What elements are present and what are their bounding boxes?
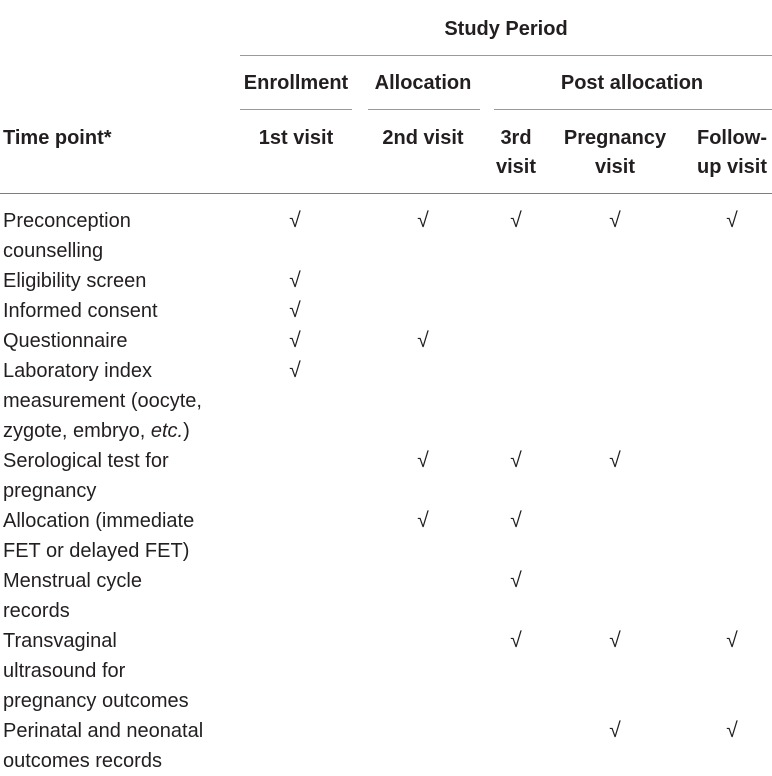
check-mark-visit-3: √ <box>510 209 522 232</box>
time-point-header: Time point* <box>3 127 112 149</box>
post-allocation-rule <box>494 109 772 110</box>
study-period-rule <box>240 55 772 56</box>
check-mark-visit-2: √ <box>417 509 429 532</box>
row-label <box>3 206 233 266</box>
enrollment-header: Enrollment <box>243 72 349 94</box>
row-label-text: Allocation (immediate FET or delayed FET) <box>3 510 195 562</box>
row-label <box>3 716 233 776</box>
check-mark-visit-2: √ <box>417 209 429 232</box>
check-mark-visit-2: √ <box>417 449 429 472</box>
check-mark-visit-2: √ <box>417 329 429 352</box>
row-label-italic: etc. <box>150 420 184 442</box>
row-label-text: Questionnaire <box>3 330 128 352</box>
header-bottom-rule <box>0 193 772 194</box>
check-mark-visit-1: √ <box>289 359 301 382</box>
check-mark-visit-1: √ <box>289 209 301 232</box>
allocation-rule <box>368 109 480 110</box>
pregnancy-visit-header: Pregnancy visit <box>563 127 667 178</box>
check-mark-visit-3: √ <box>510 629 522 652</box>
study-period-header: Study Period <box>444 18 568 40</box>
row-label-text: Eligibility screen <box>3 270 147 292</box>
check-mark-pregnancy-visit: √ <box>609 449 621 472</box>
check-mark-visit-3: √ <box>510 449 522 472</box>
visit-3-header: 3rd visit <box>495 127 537 178</box>
row-label <box>3 446 233 506</box>
check-mark-pregnancy-visit: √ <box>609 629 621 652</box>
row-label-text: Transvaginal ultrasound for pregnancy outcomes <box>3 630 189 712</box>
check-mark-pregnancy-visit: √ <box>609 209 621 232</box>
row-label <box>3 626 233 716</box>
visit-2-header: 2nd visit <box>382 127 464 149</box>
check-mark-visit-3: √ <box>510 509 522 532</box>
row-label <box>3 566 233 626</box>
row-label <box>3 266 233 296</box>
row-label <box>3 296 233 326</box>
check-mark-pregnancy-visit: √ <box>609 719 621 742</box>
allocation-header: Allocation <box>374 72 472 94</box>
check-mark-follow-up-visit: √ <box>726 629 738 652</box>
row-label <box>3 356 233 446</box>
row-label-text: Preconception counselling <box>3 210 131 262</box>
follow-up-visit-header: Follow- up visit <box>696 127 767 178</box>
check-mark-visit-3: √ <box>510 569 522 592</box>
row-label-text: Menstrual cycle records <box>3 570 142 622</box>
enrollment-rule <box>240 109 352 110</box>
post-allocation-header: Post allocation <box>560 72 704 94</box>
check-mark-visit-1: √ <box>289 299 301 322</box>
check-mark-visit-1: √ <box>289 269 301 292</box>
row-label <box>3 326 233 356</box>
visit-1-header: 1st visit <box>258 127 334 149</box>
check-mark-follow-up-visit: √ <box>726 209 738 232</box>
row-label <box>3 506 233 566</box>
row-label-tail: ) <box>183 420 190 442</box>
row-label-text: Laboratory index measurement (oocyte, zygote, embryo, <box>3 360 202 442</box>
row-label-text: Serological test for pregnancy <box>3 450 169 502</box>
check-mark-follow-up-visit: √ <box>726 719 738 742</box>
check-mark-visit-1: √ <box>289 329 301 352</box>
row-label-text: Informed consent <box>3 300 158 322</box>
row-label-text: Perinatal and neonatal outcomes records <box>3 720 204 772</box>
